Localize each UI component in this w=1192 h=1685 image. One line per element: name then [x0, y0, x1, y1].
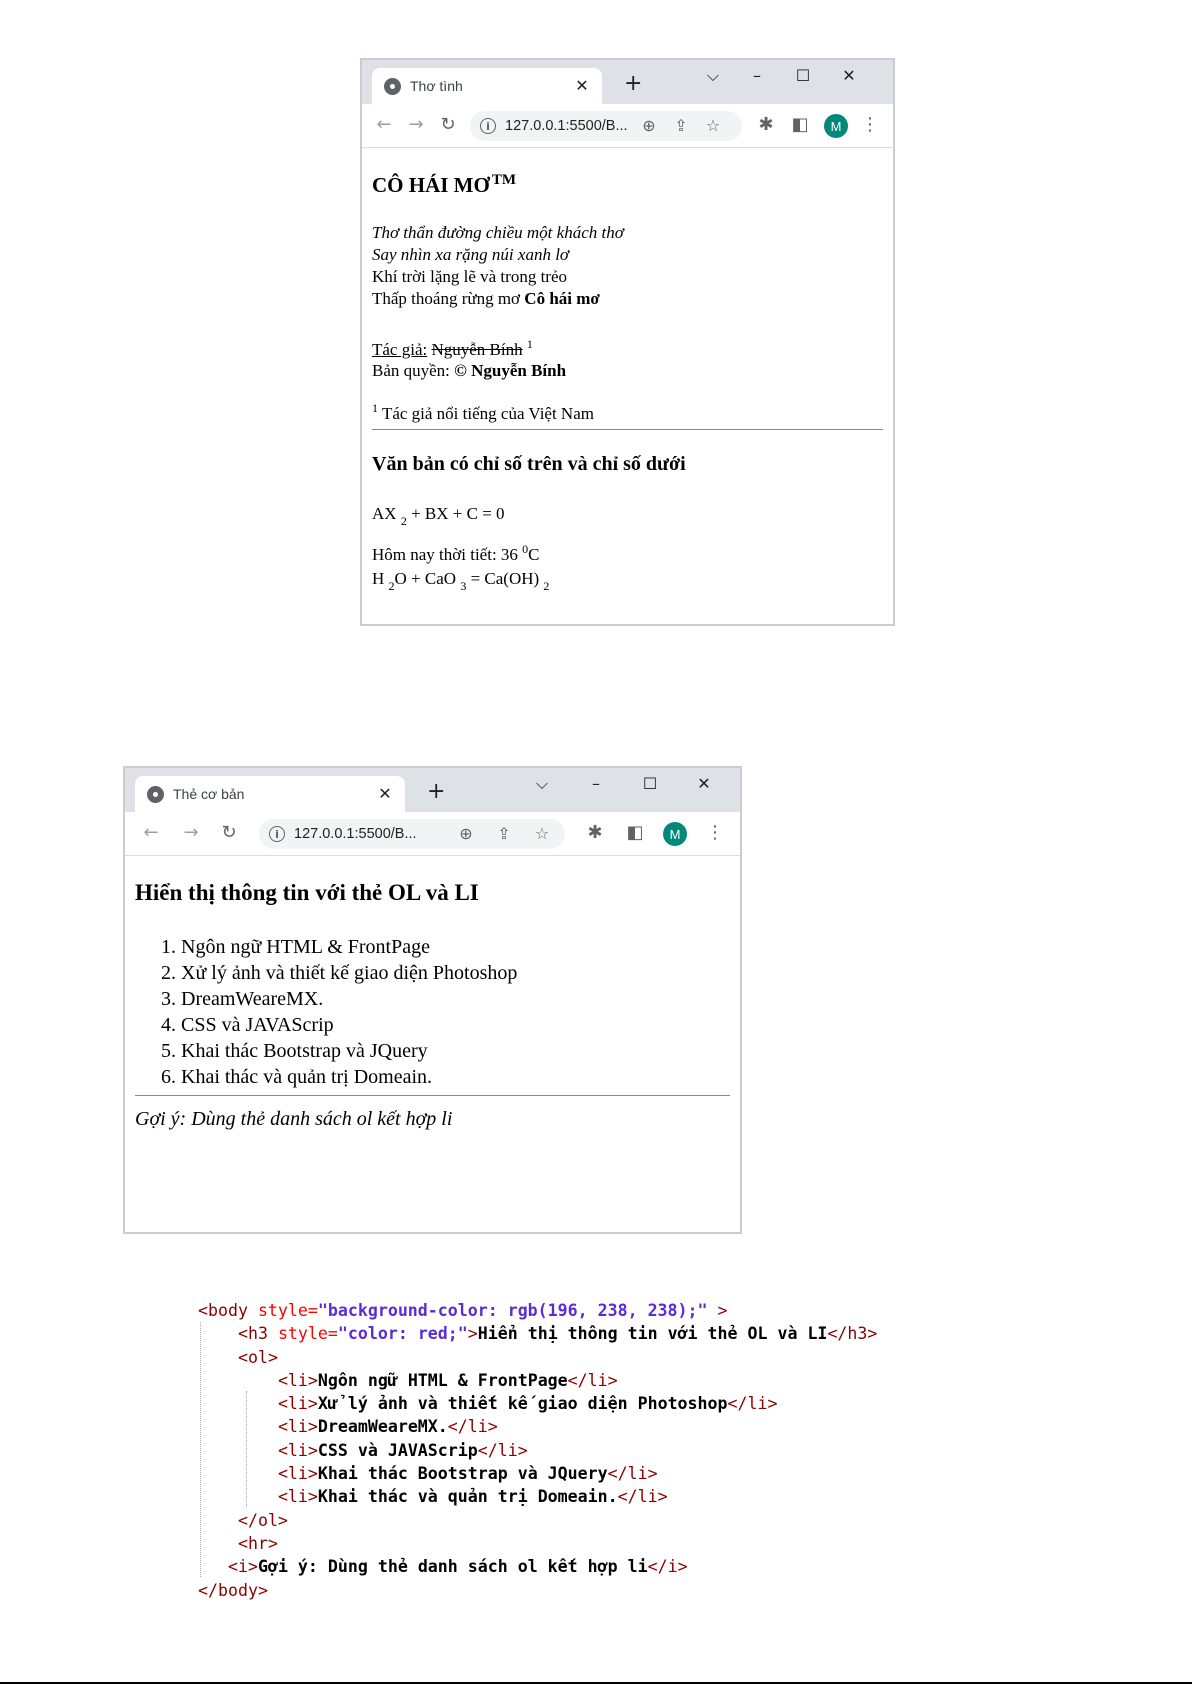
url-text: 127.0.0.1:5500/B... [505, 118, 628, 134]
url-text: 127.0.0.1:5500/B... [294, 826, 417, 842]
tab-title: Thơ tình [410, 78, 463, 94]
new-tab-icon[interactable]: + [427, 779, 446, 804]
list-item: 2. Xử lý ảnh và thiết kế giao diện Photoshop [161, 962, 518, 984]
address-bar[interactable] [470, 111, 742, 141]
zoom-icon[interactable]: ⊕ [642, 116, 656, 135]
info-icon[interactable]: i [480, 118, 496, 134]
code-line: </ol> [237, 1510, 288, 1530]
code-line: <li>Ngôn ngữ HTML & FrontPage</li> [277, 1370, 618, 1390]
page-heading: Hiển thị thông tin với thẻ OL và LI [135, 880, 479, 905]
code-line: <h3 style="color: red;">Hiển thị thông tin với thẻ OL và LI</h3> [237, 1324, 878, 1344]
close-window-icon[interactable]: ✕ [697, 774, 711, 793]
share-icon[interactable]: ⇪ [674, 116, 688, 135]
code-line: <li>Khai thác Bootstrap và JQuery</li> [277, 1464, 658, 1484]
address-bar[interactable] [259, 819, 565, 849]
close-tab-icon[interactable]: ✕ [378, 786, 392, 803]
minimize-icon[interactable]: – [592, 774, 600, 793]
formula-line: Hôm nay thời tiết: 36 $^0$C [372, 542, 540, 564]
browser-toolbar [362, 104, 893, 148]
menu-icon[interactable]: ⋮ [706, 822, 724, 843]
browser-tab[interactable] [135, 776, 405, 812]
poem-body [372, 222, 624, 310]
tab-search-chevron-icon[interactable]: ⌵ [706, 66, 720, 85]
page-bottom-rule [0, 1682, 1192, 1684]
forward-icon[interactable]: → [408, 114, 424, 135]
poem-line: Thấp thoáng rừng mơ Cô hái mơ [372, 289, 600, 308]
zoom-icon[interactable]: ⊕ [459, 824, 473, 843]
code-line: <li>Khai thác và quản trị Domeain.</li> [277, 1487, 668, 1507]
reload-icon[interactable]: ↻ [440, 114, 456, 135]
code-line: <ol> [237, 1347, 278, 1367]
trademark-sup: TM [491, 172, 516, 188]
maximize-icon[interactable]: ☐ [795, 66, 811, 85]
code-listing [198, 1299, 877, 1602]
formula-line: AX $_2$ + BX + C = 0 [372, 504, 505, 528]
list-item: 5. Khai thác Bootstrap và JQuery [161, 1040, 428, 1062]
close-window-icon[interactable]: ✕ [842, 66, 856, 85]
side-panel-icon[interactable]: ◧ [791, 114, 809, 135]
copyright-value: © Nguyễn Bính [454, 361, 567, 380]
poem-line: Khí trời lặng lẽ và trong trẻo [372, 267, 567, 286]
reload-icon[interactable]: ↻ [221, 822, 237, 843]
star-icon[interactable]: ☆ [534, 824, 550, 843]
profile-avatar[interactable]: M [824, 114, 848, 138]
browser-window-list [123, 766, 742, 1234]
code-line: <i>Gợi ý: Dùng thẻ danh sách ol kết hợp li</i> [227, 1557, 688, 1577]
code-line: <li>CSS và JAVAScrip</li> [277, 1440, 528, 1460]
poem-line: Say nhìn xa rặng núi xanh lơ [372, 245, 569, 264]
globe-icon [147, 786, 164, 803]
section-heading: Văn bản có chỉ số trên và chỉ số dưới [372, 453, 686, 475]
back-icon[interactable]: ← [376, 114, 392, 135]
page-content [125, 856, 740, 1232]
star-icon[interactable]: ☆ [705, 116, 721, 135]
back-icon[interactable]: ← [143, 822, 159, 843]
tab-search-chevron-icon[interactable]: ⌵ [535, 774, 549, 793]
author-name: Nguyễn Bính [431, 340, 523, 359]
extensions-icon[interactable]: ✱ [758, 114, 774, 135]
browser-toolbar [125, 812, 740, 856]
author-info: Tác giả: Nguyễn Bính $^1$ Bản quyền: © Nguyễn Bính [372, 337, 567, 380]
globe-icon [384, 78, 401, 95]
side-panel-icon[interactable]: ◧ [626, 822, 644, 843]
divider [372, 429, 883, 430]
hint-text: Gợi ý: Dùng thẻ danh sách ol kết hợp li [135, 1108, 453, 1130]
formula-line: H $_2$O + CaO $_3$ = Ca(OH) $_2$ [372, 569, 550, 593]
code-line: <li>DreamWeareMX.</li> [277, 1417, 498, 1437]
list-item: 1. Ngôn ngữ HTML & FrontPage [161, 936, 430, 958]
ordered-list [161, 934, 517, 1090]
maximize-icon[interactable]: ☐ [642, 774, 658, 793]
share-icon[interactable]: ⇪ [497, 824, 511, 843]
page-content [362, 148, 893, 624]
tab-title: Thẻ cơ bản [173, 786, 245, 802]
new-tab-icon[interactable]: + [624, 71, 643, 96]
forward-icon[interactable]: → [183, 822, 199, 843]
list-item: 6. Khai thác và quản trị Domeain. [161, 1066, 433, 1088]
author-label: Tác giả: [372, 340, 428, 359]
extensions-icon[interactable]: ✱ [587, 822, 603, 843]
browser-window-poem [360, 58, 895, 626]
tab-bar [125, 768, 740, 812]
code-line: <li>Xử lý ảnh và thiết kế giao diện Photoshop</li> [277, 1394, 778, 1414]
info-icon[interactable]: i [269, 826, 285, 842]
code-line: <body style="background-color: rgb(196, 238, 238);" > [198, 1301, 728, 1320]
tab-bar [362, 60, 893, 104]
formulas [372, 500, 549, 600]
poem-line: Thơ thẩn đường chiều một khách thơ [372, 223, 624, 242]
profile-avatar[interactable]: M [663, 822, 687, 846]
footnote: $^1$ Tác giả nổi tiếng của Việt Nam [372, 401, 594, 423]
close-tab-icon[interactable]: ✕ [575, 78, 589, 95]
browser-tab[interactable] [372, 68, 602, 104]
list-item: 4. CSS và JAVAScrip [161, 1014, 334, 1036]
minimize-icon[interactable]: – [753, 66, 761, 85]
code-line: </body> [198, 1580, 268, 1600]
poem-title: CÔ HÁI MƠ ™ [372, 172, 516, 197]
menu-icon[interactable]: ⋮ [861, 114, 879, 135]
divider [135, 1095, 730, 1096]
list-item: 3. DreamWeareMX. [161, 988, 324, 1010]
code-line: <hr> [237, 1533, 278, 1553]
